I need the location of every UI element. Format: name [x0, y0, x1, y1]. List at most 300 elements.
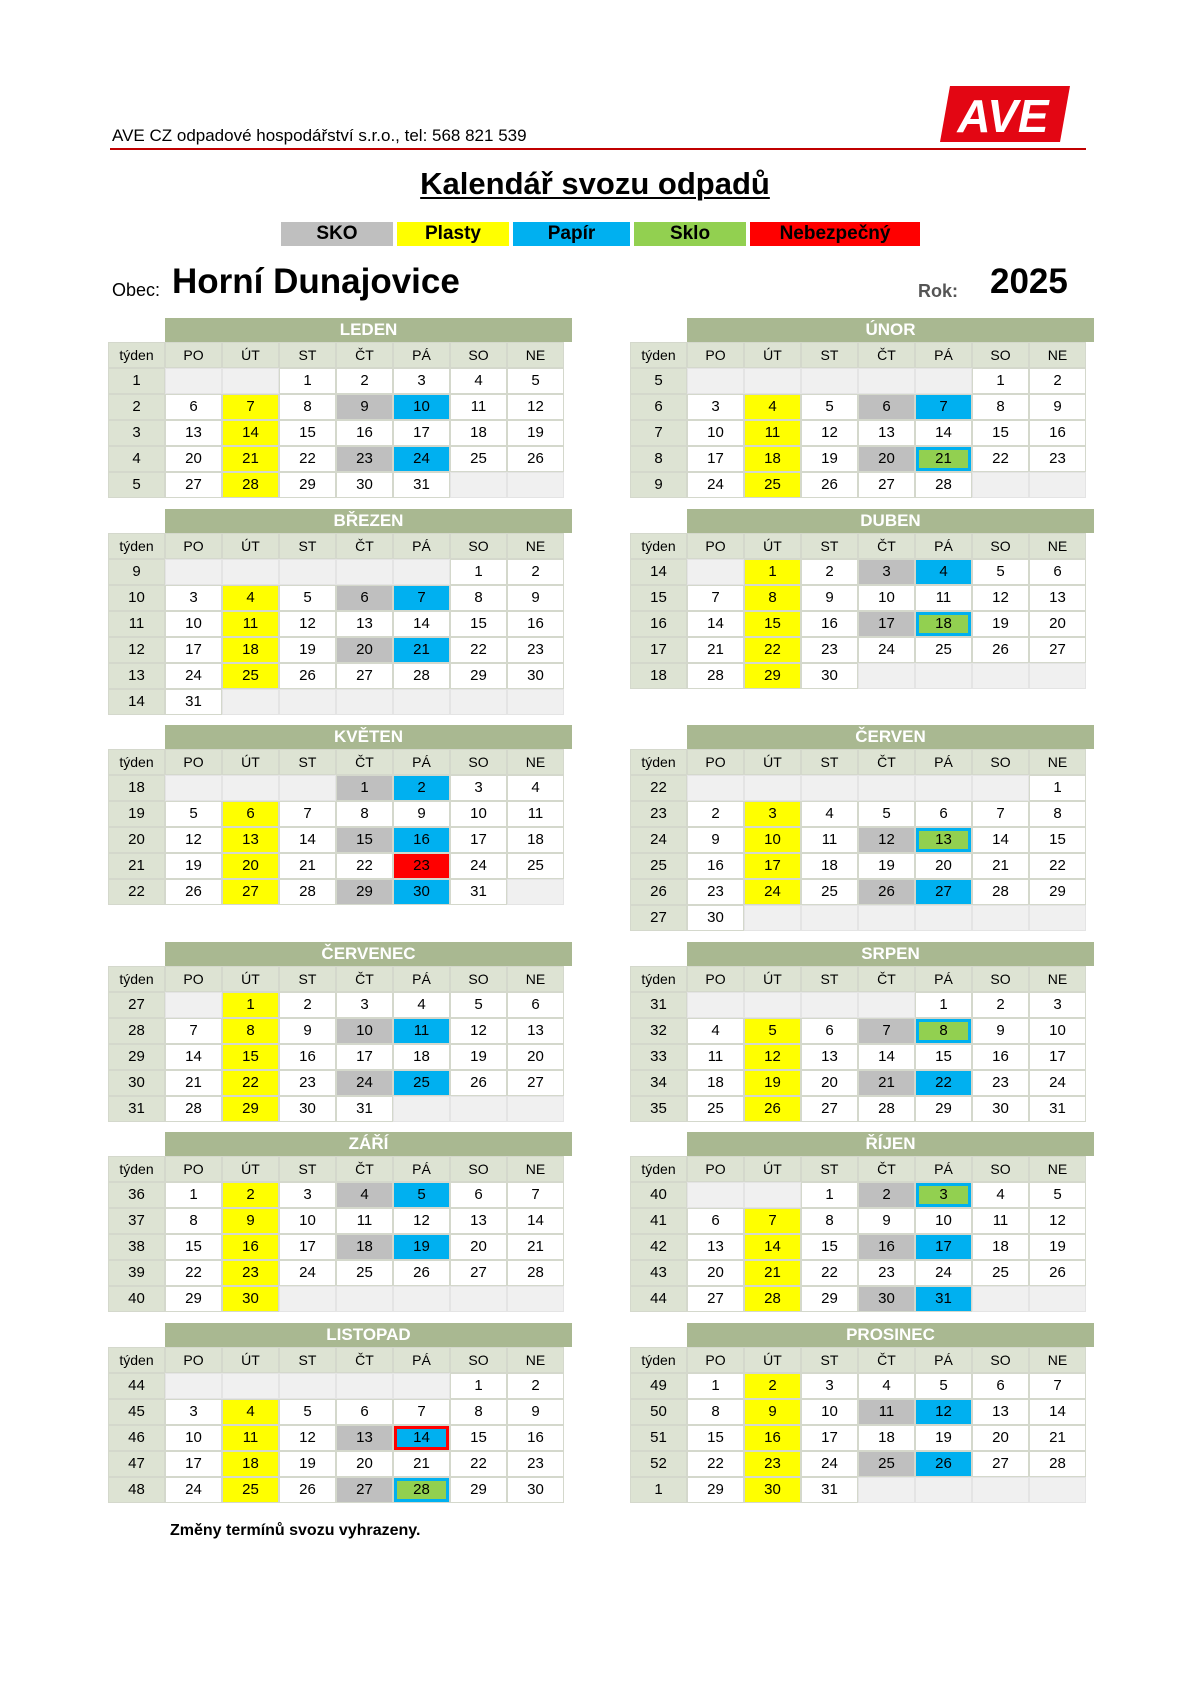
day-header: týden — [108, 533, 165, 559]
empty-day — [915, 905, 972, 931]
week-number: 49 — [630, 1373, 687, 1399]
day-cell: 12 — [801, 420, 858, 446]
day-header: ÚT — [222, 1347, 279, 1373]
week-row — [108, 689, 572, 715]
day-cell: 10 — [450, 801, 507, 827]
day-cell: 21 — [507, 1234, 564, 1260]
week-row — [108, 637, 572, 663]
rok-label: Rok: — [918, 281, 958, 301]
day-header: ČT — [336, 533, 393, 559]
day-cell: 8 — [222, 1018, 279, 1044]
empty-day — [507, 689, 564, 715]
week-row — [108, 420, 572, 446]
day-cell: 5 — [279, 1399, 336, 1425]
week-row — [108, 585, 572, 611]
month-name: SRPEN — [687, 942, 1094, 966]
day-header: PO — [687, 1347, 744, 1373]
day-header: ČT — [336, 966, 393, 992]
day-header-row — [108, 533, 572, 559]
empty-day — [744, 1182, 801, 1208]
day-cell: 6 — [450, 1182, 507, 1208]
day-cell: 18 — [915, 611, 972, 637]
day-header: PO — [687, 342, 744, 368]
week-number: 52 — [630, 1451, 687, 1477]
day-cell: 15 — [165, 1234, 222, 1260]
empty-day — [450, 472, 507, 498]
empty-day — [915, 368, 972, 394]
day-cell: 17 — [165, 1451, 222, 1477]
week-number: 18 — [630, 663, 687, 689]
week-number: 3 — [108, 420, 165, 446]
ave-logo — [940, 86, 1070, 142]
day-cell: 15 — [801, 1234, 858, 1260]
day-cell: 1 — [915, 992, 972, 1018]
week-number: 4 — [108, 446, 165, 472]
company-info: AVE CZ odpadové hospodářství s.r.o., tel: 568 821 539 — [112, 126, 527, 145]
day-cell: 20 — [915, 853, 972, 879]
day-header-row — [630, 1347, 1094, 1373]
day-header: ST — [279, 749, 336, 775]
day-header: PO — [165, 1347, 222, 1373]
day-cell: 8 — [915, 1018, 972, 1044]
day-cell: 21 — [858, 1070, 915, 1096]
day-cell: 6 — [858, 394, 915, 420]
day-header: NE — [507, 342, 564, 368]
legend-item: Sklo — [634, 222, 746, 246]
day-cell: 29 — [801, 1286, 858, 1312]
empty-day — [972, 472, 1029, 498]
day-cell: 19 — [279, 637, 336, 663]
week-row — [108, 472, 572, 498]
week-row — [108, 1018, 572, 1044]
week-number: 25 — [630, 853, 687, 879]
day-cell: 3 — [744, 801, 801, 827]
month-table — [630, 725, 1094, 931]
day-cell: 6 — [507, 992, 564, 1018]
day-cell: 31 — [336, 1096, 393, 1122]
day-header: SO — [450, 342, 507, 368]
day-header-row — [108, 1347, 572, 1373]
day-cell: 7 — [507, 1182, 564, 1208]
week-number: 35 — [630, 1096, 687, 1122]
day-cell: 29 — [279, 472, 336, 498]
day-cell: 29 — [744, 663, 801, 689]
day-cell: 20 — [336, 637, 393, 663]
empty-day — [393, 559, 450, 585]
empty-day — [1029, 1477, 1086, 1503]
day-cell: 6 — [336, 585, 393, 611]
day-cell: 19 — [915, 1425, 972, 1451]
day-cell: 4 — [222, 1399, 279, 1425]
day-cell: 9 — [744, 1399, 801, 1425]
day-cell: 30 — [336, 472, 393, 498]
day-header-row — [630, 533, 1094, 559]
empty-day — [744, 368, 801, 394]
day-cell: 25 — [915, 637, 972, 663]
day-cell: 13 — [222, 827, 279, 853]
day-cell: 5 — [393, 1182, 450, 1208]
day-cell: 30 — [279, 1096, 336, 1122]
week-row — [630, 446, 1094, 472]
day-cell: 15 — [915, 1044, 972, 1070]
day-cell: 14 — [507, 1208, 564, 1234]
week-number: 6 — [630, 394, 687, 420]
week-number: 22 — [108, 879, 165, 905]
week-row — [630, 472, 1094, 498]
day-cell: 19 — [972, 611, 1029, 637]
day-cell: 12 — [972, 585, 1029, 611]
day-cell: 24 — [165, 663, 222, 689]
month-name: ČERVENEC — [165, 942, 572, 966]
day-cell: 20 — [507, 1044, 564, 1070]
day-header: SO — [450, 1347, 507, 1373]
day-cell: 21 — [279, 853, 336, 879]
day-cell: 26 — [279, 663, 336, 689]
empty-day — [393, 1286, 450, 1312]
day-cell: 7 — [165, 1018, 222, 1044]
day-cell: 20 — [972, 1425, 1029, 1451]
day-cell: 11 — [336, 1208, 393, 1234]
day-cell: 25 — [393, 1070, 450, 1096]
day-cell: 26 — [507, 446, 564, 472]
day-cell: 8 — [450, 1399, 507, 1425]
week-row — [630, 801, 1094, 827]
day-cell: 11 — [744, 420, 801, 446]
empty-day — [972, 905, 1029, 931]
day-cell: 23 — [1029, 446, 1086, 472]
day-cell: 25 — [972, 1260, 1029, 1286]
legend-item: SKO — [281, 222, 393, 246]
day-cell: 1 — [165, 1182, 222, 1208]
day-header: NE — [1029, 966, 1086, 992]
day-cell: 12 — [279, 611, 336, 637]
day-cell: 2 — [507, 1373, 564, 1399]
day-cell: 6 — [222, 801, 279, 827]
day-cell: 17 — [336, 1044, 393, 1070]
week-number: 7 — [630, 420, 687, 446]
week-row — [630, 1070, 1094, 1096]
week-number: 12 — [108, 637, 165, 663]
empty-day — [972, 663, 1029, 689]
day-cell: 21 — [972, 853, 1029, 879]
week-number: 8 — [630, 446, 687, 472]
empty-day — [858, 905, 915, 931]
week-number: 39 — [108, 1260, 165, 1286]
day-cell: 30 — [801, 663, 858, 689]
empty-day — [279, 559, 336, 585]
day-cell: 14 — [915, 420, 972, 446]
day-cell: 17 — [858, 611, 915, 637]
empty-day — [858, 368, 915, 394]
day-cell: 14 — [687, 611, 744, 637]
month-name: LISTOPAD — [165, 1323, 572, 1347]
week-row — [108, 1477, 572, 1503]
day-header: ST — [279, 1156, 336, 1182]
waste-legend — [281, 222, 920, 246]
day-cell: 11 — [222, 611, 279, 637]
day-cell: 3 — [687, 394, 744, 420]
day-header: SO — [972, 342, 1029, 368]
week-row — [630, 394, 1094, 420]
week-number: 9 — [108, 559, 165, 585]
day-cell: 4 — [858, 1373, 915, 1399]
week-number: 17 — [630, 637, 687, 663]
week-row — [630, 1373, 1094, 1399]
day-cell: 5 — [801, 394, 858, 420]
week-number: 23 — [630, 801, 687, 827]
day-cell: 18 — [507, 827, 564, 853]
day-cell: 10 — [393, 394, 450, 420]
day-cell: 19 — [858, 853, 915, 879]
day-cell: 16 — [1029, 420, 1086, 446]
day-cell: 23 — [744, 1451, 801, 1477]
day-cell: 18 — [801, 853, 858, 879]
day-cell: 27 — [801, 1096, 858, 1122]
day-header: ST — [801, 1347, 858, 1373]
day-cell: 18 — [222, 1451, 279, 1477]
week-row — [108, 1182, 572, 1208]
day-cell: 28 — [915, 472, 972, 498]
month-name: DUBEN — [687, 509, 1094, 533]
month-table — [630, 1323, 1094, 1503]
day-header: PO — [165, 342, 222, 368]
logo-text: AVE — [957, 90, 1049, 142]
day-cell: 27 — [507, 1070, 564, 1096]
day-cell: 2 — [858, 1182, 915, 1208]
day-cell: 16 — [279, 1044, 336, 1070]
day-cell: 16 — [393, 827, 450, 853]
day-cell: 31 — [915, 1286, 972, 1312]
day-header: týden — [630, 749, 687, 775]
day-header: SO — [972, 749, 1029, 775]
day-cell: 25 — [450, 446, 507, 472]
day-cell: 27 — [858, 472, 915, 498]
day-header: PÁ — [393, 533, 450, 559]
obec-name: Horní Dunajovice — [172, 262, 460, 301]
day-cell: 23 — [336, 446, 393, 472]
day-cell: 26 — [744, 1096, 801, 1122]
day-cell: 14 — [222, 420, 279, 446]
day-cell: 25 — [687, 1096, 744, 1122]
day-cell: 23 — [393, 853, 450, 879]
day-cell: 31 — [165, 689, 222, 715]
day-cell: 28 — [393, 1477, 450, 1503]
week-row — [630, 1286, 1094, 1312]
day-cell: 3 — [279, 1182, 336, 1208]
day-cell: 13 — [507, 1018, 564, 1044]
day-cell: 27 — [165, 472, 222, 498]
day-cell: 1 — [801, 1182, 858, 1208]
day-cell: 10 — [279, 1208, 336, 1234]
day-cell: 2 — [279, 992, 336, 1018]
day-header: ČT — [336, 749, 393, 775]
day-cell: 28 — [222, 472, 279, 498]
week-number: 1 — [108, 368, 165, 394]
empty-day — [222, 689, 279, 715]
day-header: ČT — [858, 1347, 915, 1373]
day-cell: 11 — [393, 1018, 450, 1044]
day-cell: 9 — [507, 1399, 564, 1425]
week-number: 13 — [108, 663, 165, 689]
empty-day — [165, 1373, 222, 1399]
day-cell: 5 — [972, 559, 1029, 585]
footer-note: Změny termínů svozu vyhrazeny. — [170, 1522, 421, 1539]
day-cell: 13 — [915, 827, 972, 853]
empty-day — [450, 1286, 507, 1312]
week-row — [108, 775, 572, 801]
week-number: 31 — [630, 992, 687, 1018]
week-number: 15 — [630, 585, 687, 611]
month-name: ZÁŘÍ — [165, 1132, 572, 1156]
day-cell: 8 — [279, 394, 336, 420]
day-cell: 30 — [222, 1286, 279, 1312]
week-row — [630, 853, 1094, 879]
day-cell: 9 — [222, 1208, 279, 1234]
week-number: 27 — [630, 905, 687, 931]
week-number: 40 — [630, 1182, 687, 1208]
day-cell: 5 — [858, 801, 915, 827]
week-row — [108, 1286, 572, 1312]
empty-day — [915, 775, 972, 801]
day-cell: 8 — [165, 1208, 222, 1234]
day-cell: 27 — [915, 879, 972, 905]
day-cell: 24 — [450, 853, 507, 879]
day-cell: 19 — [507, 420, 564, 446]
empty-day — [687, 992, 744, 1018]
day-cell: 5 — [507, 368, 564, 394]
day-header: ÚT — [744, 1347, 801, 1373]
day-header: PÁ — [915, 1347, 972, 1373]
week-row — [630, 1260, 1094, 1286]
empty-day — [687, 1182, 744, 1208]
empty-day — [222, 1373, 279, 1399]
day-cell: 26 — [972, 637, 1029, 663]
day-cell: 18 — [450, 420, 507, 446]
day-header: PO — [165, 1156, 222, 1182]
day-header: PÁ — [393, 1347, 450, 1373]
week-row — [108, 1425, 572, 1451]
day-cell: 13 — [801, 1044, 858, 1070]
month-name: ÚNOR — [687, 318, 1094, 342]
day-header: NE — [1029, 1347, 1086, 1373]
empty-day — [165, 559, 222, 585]
day-cell: 24 — [687, 472, 744, 498]
day-header-row — [630, 1156, 1094, 1182]
day-header: PÁ — [915, 749, 972, 775]
empty-day — [858, 1477, 915, 1503]
week-row — [108, 1044, 572, 1070]
day-header: ÚT — [744, 749, 801, 775]
day-cell: 12 — [1029, 1208, 1086, 1234]
month-name: ČERVEN — [687, 725, 1094, 749]
day-header: ČT — [336, 1347, 393, 1373]
empty-day — [801, 368, 858, 394]
day-cell: 2 — [687, 801, 744, 827]
day-cell: 2 — [336, 368, 393, 394]
day-header: ST — [801, 533, 858, 559]
day-cell: 16 — [222, 1234, 279, 1260]
day-cell: 20 — [222, 853, 279, 879]
day-cell: 2 — [1029, 368, 1086, 394]
day-cell: 23 — [507, 1451, 564, 1477]
day-cell: 6 — [801, 1018, 858, 1044]
day-cell: 14 — [744, 1234, 801, 1260]
day-header: SO — [450, 966, 507, 992]
day-cell: 26 — [801, 472, 858, 498]
day-cell: 7 — [222, 394, 279, 420]
day-cell: 4 — [336, 1182, 393, 1208]
day-cell: 12 — [279, 1425, 336, 1451]
day-cell: 16 — [972, 1044, 1029, 1070]
week-number: 20 — [108, 827, 165, 853]
day-cell: 29 — [915, 1096, 972, 1122]
month-name: KVĚTEN — [165, 725, 572, 749]
week-row — [630, 1182, 1094, 1208]
day-cell: 15 — [450, 611, 507, 637]
day-cell: 15 — [1029, 827, 1086, 853]
empty-day — [165, 775, 222, 801]
day-cell: 5 — [1029, 1182, 1086, 1208]
day-cell: 31 — [801, 1477, 858, 1503]
day-header-row — [630, 749, 1094, 775]
day-header: týden — [630, 1347, 687, 1373]
day-cell: 27 — [972, 1451, 1029, 1477]
week-row — [108, 1208, 572, 1234]
day-cell: 18 — [687, 1070, 744, 1096]
day-cell: 3 — [801, 1373, 858, 1399]
page-title — [0, 166, 1190, 202]
week-number: 34 — [630, 1070, 687, 1096]
day-cell: 5 — [450, 992, 507, 1018]
day-cell: 25 — [744, 472, 801, 498]
day-header: týden — [108, 1347, 165, 1373]
day-cell: 17 — [279, 1234, 336, 1260]
month-table — [108, 1132, 572, 1312]
week-row — [630, 905, 1094, 931]
day-cell: 6 — [1029, 559, 1086, 585]
empty-day — [915, 663, 972, 689]
day-header: NE — [507, 533, 564, 559]
day-cell: 21 — [915, 446, 972, 472]
week-number: 41 — [630, 1208, 687, 1234]
week-row — [108, 611, 572, 637]
day-header: ÚT — [222, 749, 279, 775]
week-number: 21 — [108, 853, 165, 879]
week-row — [108, 879, 572, 905]
empty-day — [687, 368, 744, 394]
day-cell: 3 — [450, 775, 507, 801]
day-cell: 29 — [336, 879, 393, 905]
day-header: ST — [279, 342, 336, 368]
day-cell: 15 — [687, 1425, 744, 1451]
day-cell: 30 — [972, 1096, 1029, 1122]
day-cell: 9 — [393, 801, 450, 827]
day-cell: 1 — [279, 368, 336, 394]
day-cell: 17 — [744, 853, 801, 879]
week-number: 47 — [108, 1451, 165, 1477]
week-row — [108, 1373, 572, 1399]
week-row — [630, 1477, 1094, 1503]
day-cell: 14 — [858, 1044, 915, 1070]
day-cell: 5 — [165, 801, 222, 827]
day-cell: 19 — [744, 1070, 801, 1096]
empty-day — [222, 775, 279, 801]
week-row — [630, 1425, 1094, 1451]
day-cell: 28 — [744, 1286, 801, 1312]
month-table — [630, 318, 1094, 498]
day-cell: 19 — [801, 446, 858, 472]
empty-day — [393, 1096, 450, 1122]
